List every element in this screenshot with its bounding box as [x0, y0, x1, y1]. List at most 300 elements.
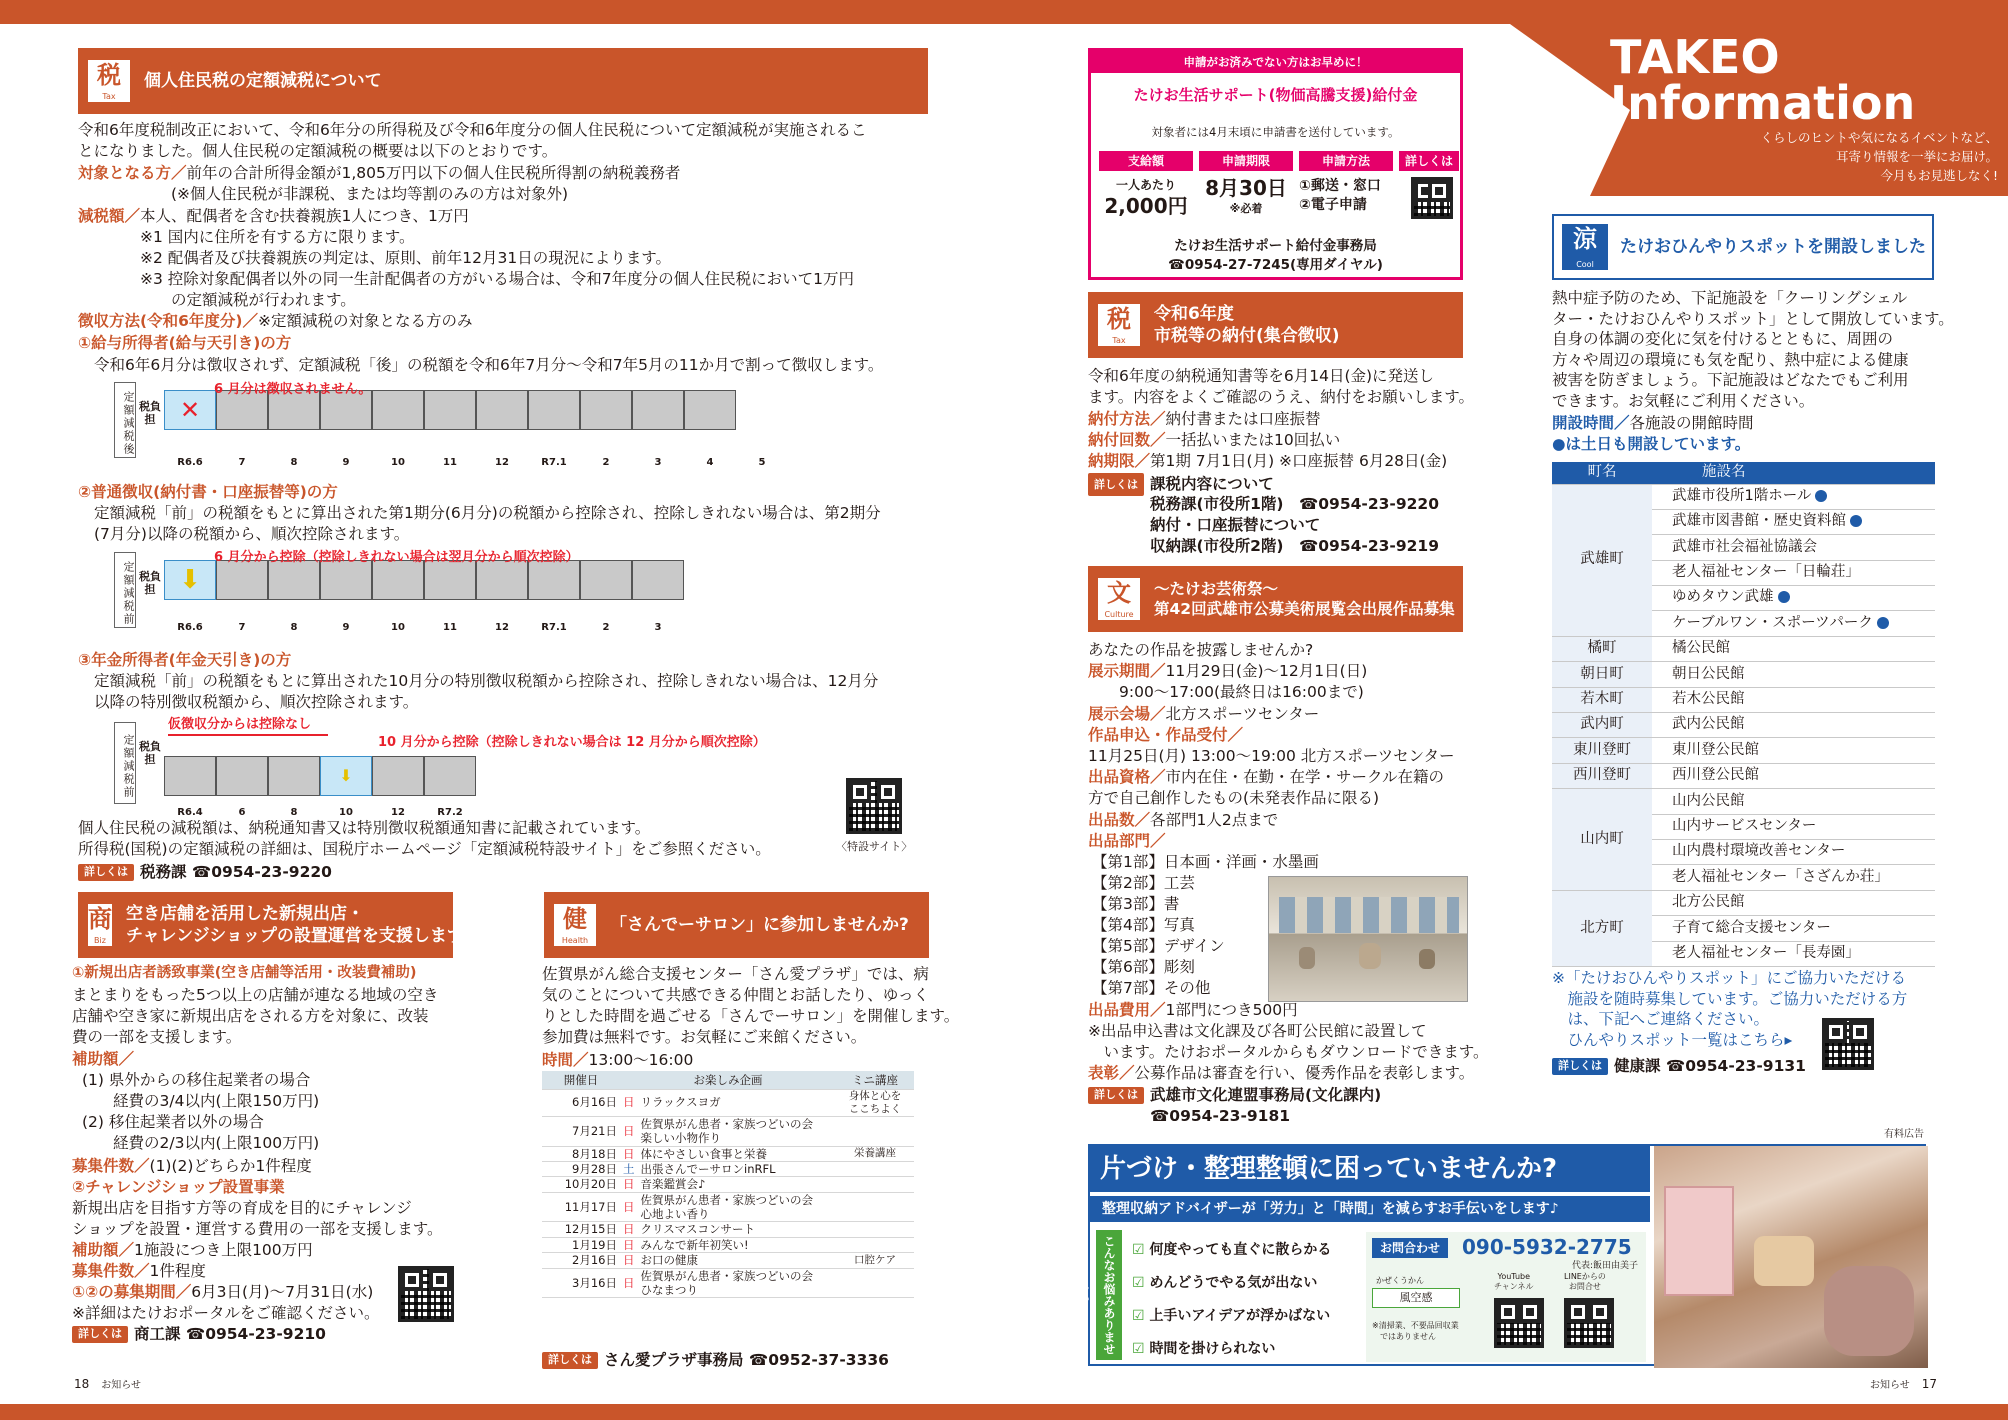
cool-hours — [1552, 413, 1754, 434]
spot-town: 山内町 — [1552, 789, 1652, 891]
culture-accept-text: 11月25日(月) 13:00～19:00 北方スポーツセンター — [1088, 747, 1455, 765]
citytax-method-label: 納付方法／ — [1088, 410, 1166, 428]
month-label: 12 — [495, 457, 509, 468]
culture-venue-label: 展示会場／ — [1088, 705, 1166, 723]
culture-eligibility-label: 出品資格／ — [1088, 768, 1166, 786]
tax-intro: 令和6年度税制改正において、令和6年分の所得税及び令和6年度分の個人住民税について定額減税が実施されるこ とになりました。個人住民税の定額減税の概要は以下のとおりです。 — [78, 121, 867, 160]
spot-row — [1552, 713, 1935, 738]
weekend-open-dot-icon — [1850, 515, 1862, 527]
photo-drawers — [1664, 1186, 1734, 1296]
checkbox-icon: ☑ — [1132, 1275, 1145, 1291]
citytax-detail-tag: 詳しくは — [1088, 473, 1144, 496]
salon-event: 出張さんでーサロンinRFL — [638, 1161, 837, 1176]
salon-event: お口の健康 — [638, 1253, 837, 1268]
salon-date: 10月20日 — [542, 1177, 620, 1192]
photo-panels — [1279, 897, 1459, 933]
biz-count2-label: 募集件数／ — [72, 1262, 150, 1280]
photo-clutter — [1824, 1266, 1914, 1356]
cool-text: 熱中症予防のため、下記施設を「クーリングシェル ター・たけおひんやりスポット」として開放しています。 自身の体調の変化に気を付けるとともに、周囲の 方々や周辺の環境にも気を配り、熱中症による健康 被害を防ぎましょう。下記施設はどなたでもご利用 できます。お気軽にご利用ください。 — [1552, 289, 1954, 410]
month-label: 6 — [238, 807, 246, 818]
weekend-open-dot-icon — [1778, 591, 1790, 603]
month-label: 11 — [443, 457, 457, 468]
month-label: 2 — [602, 622, 610, 633]
citytax-count-text: 一括払いまたは10回払い — [1165, 431, 1341, 449]
masthead-tagline — [1760, 128, 1998, 185]
salon-mini-lecture — [836, 1116, 914, 1146]
weekend-open-dot-icon — [1877, 617, 1889, 629]
culture-award — [1088, 1063, 1474, 1084]
salon-weekday: 日 — [620, 1146, 638, 1161]
checklist-text: 上手いアイデアが浮かばない — [1149, 1308, 1331, 1324]
tax-m2-text: 定額減税「前」の税額をもとに算出された第1期分(6月分)の税額から控除され、控除しきれない場合は、第2期分 (7月分)以降の税額から、順次控除されます。 — [94, 504, 881, 543]
culture-count — [1088, 810, 1278, 831]
salon-mini-lecture: 身体と心を ここちよく — [836, 1089, 914, 1116]
salon-weekday: 日 — [620, 1177, 638, 1192]
ad-subtitle: 整理収納アドバイザーが「労力」と「時間」を減らすお手伝いをします♪ — [1090, 1196, 1650, 1222]
timeline-3-vlabel: 定額減税前 — [114, 722, 136, 804]
top-band — [0, 0, 2008, 24]
salon-row — [542, 1146, 914, 1161]
support-deadline-note: ※必着 — [1229, 202, 1263, 215]
culture-fee-text: 1部門につき500円 — [1165, 1001, 1298, 1019]
culture-note: ※出品申込書は文化課及び各町公民館に設置して います。たけおポータルからもダウンロードできます。 — [1088, 1022, 1489, 1061]
footer-right-label: お知らせ — [1870, 1380, 1910, 1391]
support-office-tel: ☎0954-27-7245(専用ダイヤル) — [1168, 257, 1383, 273]
culture-depts: 【第1部】日本画・洋画・水墨画 【第2部】工芸 【第3部】書 【第4部】写真 【第5部】デザイン 【第6部】彫刻 【第7部】その他 — [1092, 853, 1319, 997]
tax-contact-text: 税務課 ☎0954-23-9220 — [140, 863, 332, 881]
month-label: 3 — [654, 457, 662, 468]
checklist-item — [1132, 1234, 1331, 1267]
spot-facility-name: 武雄市役所1階ホール — [1672, 487, 1812, 504]
citytax-title: 令和6年度 市税等の納付(集合徴収) — [1154, 303, 1340, 346]
ad-brand-field[interactable]: 風空感 — [1372, 1288, 1460, 1308]
timeline-2-note: 6 月分から控除（控除しきれない場合は翌月分から順次控除） — [214, 550, 579, 565]
x-mark-icon: ✕ — [164, 390, 216, 430]
salon-event: リラックスヨガ — [638, 1089, 837, 1116]
spot-facility — [1652, 560, 1935, 585]
ad-fineprint: ※清掃業、不要品回収業 ではありません — [1372, 1321, 1459, 1341]
timeline-3-note-1: 仮徴収分からは控除なし — [168, 717, 312, 732]
salon-mini-lecture — [836, 1177, 914, 1192]
cool-qr-code[interactable] — [1822, 1018, 1874, 1070]
salon-mini-lecture — [836, 1222, 914, 1237]
salon-date: 3月16日 — [542, 1268, 620, 1298]
spot-row — [1552, 763, 1935, 788]
spot-facility — [1652, 535, 1935, 560]
footer-right-page: 17 — [1921, 1377, 1937, 1391]
biz-count-label: 募集件数／ — [72, 1157, 150, 1175]
checklist-item — [1132, 1267, 1331, 1300]
biz-contact — [72, 1324, 326, 1345]
support-top-banner: 申請がお済みでない方はお早めに！ — [1091, 51, 1460, 73]
culture-fee-label: 出品費用／ — [1088, 1001, 1166, 1019]
tag-line-3: 今月もお見逃しなく! — [1880, 168, 1998, 183]
citytax-kanji-icon: 税 Tax — [1096, 302, 1142, 348]
salon-weekday: 日 — [620, 1116, 638, 1146]
salon-mini-lecture — [836, 1192, 914, 1222]
month-label: 5 — [758, 457, 766, 468]
tax-closing: 個人住民税の減税額は、納税通知書又は特別徴収税額通知書に記載されています。 所得税(国税)の定額減税の詳細は、国税庁ホームページ「定額減税特設サイト」をご参照ください。 — [78, 819, 771, 858]
checklist-item — [1132, 1333, 1331, 1366]
spot-town: 東川登町 — [1552, 738, 1652, 763]
citytax-text: 令和6年度の納税通知書等を6月14日(金)に発送し ます。内容をよくご確認のうえ、納付をお願いします。 — [1088, 367, 1474, 406]
tag-line-2: 耳寄り情報を一挙にお届け。 — [1835, 149, 1998, 164]
spot-facility — [1652, 916, 1935, 941]
citytax-contact-4: 収納課(市役所2階) ☎0954-23-9219 — [1150, 537, 1439, 555]
salon-event: みんなで新年初笑い! — [638, 1237, 837, 1252]
month-label: R7.1 — [541, 622, 567, 633]
footer-right — [1870, 1376, 1937, 1393]
cool-contact — [1552, 1056, 1806, 1077]
culture-kanji-icon: 文 Culture — [1096, 576, 1142, 622]
citytax-count-label: 納付回数／ — [1088, 431, 1166, 449]
masthead-title — [1610, 30, 1916, 130]
biz-detail-tag: 詳しくは — [72, 1326, 128, 1343]
culture-eligibility — [1088, 767, 1444, 809]
biz-period — [72, 1282, 373, 1303]
culture-contact-1: 武雄市文化連盟事務局(文化課内) — [1150, 1086, 1382, 1104]
weekend-open-dot-icon — [1815, 490, 1827, 502]
month-label: R6.6 — [177, 457, 203, 468]
support-office-name: たけお生活サポート給付金事務局 — [1174, 238, 1377, 254]
spot-facility-name: 武雄市図書館・歴史資料館 — [1672, 513, 1846, 530]
timeline-1-note: 6 月分は徴収されません。 — [214, 382, 372, 397]
culture-fee — [1088, 1000, 1298, 1021]
health-contact — [542, 1350, 889, 1371]
spot-row — [1552, 687, 1935, 712]
salon-date: 8月18日 — [542, 1146, 620, 1161]
timeline-1-vlabel: 定額減税後 — [114, 382, 136, 458]
health-header — [544, 892, 929, 958]
support-header-deadline: 申請期限 — [1199, 151, 1293, 171]
photo-clutter — [1754, 1236, 1814, 1286]
salon-header-mini: ミニ講座 — [836, 1071, 914, 1089]
salon-weekday: 日 — [620, 1089, 638, 1116]
tax-m1-title: ①給与所得者(給与天引き)の方 — [78, 334, 292, 352]
checkbox-icon: ☑ — [1132, 1341, 1145, 1357]
tag-line-1: くらしのヒントや気になるイベントなど、 — [1760, 130, 1998, 145]
spot-facility — [1652, 586, 1935, 611]
biz-title: 空き店舗を活用した新規出店・ チャレンジショップの設置運営を支援します — [126, 903, 464, 946]
ad-line-label: LINEからの お問合せ — [1564, 1272, 1606, 1291]
salon-row — [542, 1222, 914, 1237]
biz-count2 — [72, 1261, 206, 1282]
tax-amount-text: 本人、配偶者を含む扶養親族1人につき、1万円 ※1 国内に住所を有する方に限ります。 ※2 配偶者及び扶養親族の判定は、原則、前年12月31日の現況によります。 ※3 控除対象配偶者以外の同一生計配偶者の方がいる場合は、令和7年度分の個人住民税において1万円 の定額減税が行われます。 — [140, 207, 855, 309]
salon-weekday: 日 — [620, 1253, 638, 1268]
salon-table — [542, 1071, 914, 1298]
spot-facility-name: 橘公民館 — [1672, 640, 1730, 657]
salon-mini-lecture — [836, 1161, 914, 1176]
tax-method-text: ※定額減税の対象となる方のみ — [257, 312, 473, 330]
spot-facility-name: ケーブルワン・スポーツパーク — [1672, 614, 1873, 631]
ad-representative: 代表:飯田由美子 — [1571, 1261, 1638, 1271]
timeline-1 — [114, 382, 736, 458]
spot-facility-name: 山内サービスセンター — [1672, 817, 1817, 834]
masthead-title-line1: TAKEO — [1610, 30, 1780, 84]
ad-box — [1076, 1144, 1926, 1366]
month-label: 9 — [342, 622, 350, 633]
salon-mini-lecture: 口腔ケア — [836, 1253, 914, 1268]
salon-event: 音楽鑑賞会♪ — [638, 1177, 837, 1192]
citytax-contact — [1088, 473, 1274, 496]
support-method — [1299, 177, 1399, 215]
timeline-1-months — [164, 456, 788, 470]
spot-facility-name: 老人福祉センター「日輪荘」 — [1672, 564, 1860, 581]
salon-weekday: 日 — [620, 1192, 638, 1222]
tax-m1-text: 令和6年6月分は徴収されず、定額減税「後」の税額を令和6年7月分～令和7年5月の11か月で割って徴収します。 — [94, 356, 884, 374]
biz-sub2-label: 補助額／ — [72, 1241, 135, 1259]
culture-eligibility-text: 市内在住・在勤・在学・サークル在籍の 方で自己創作したもの(未発表作品に限る) — [1088, 768, 1445, 807]
support-box — [1088, 48, 1463, 280]
spot-facility — [1652, 941, 1935, 966]
support-headers — [1099, 151, 1459, 171]
tax-qr-code[interactable] — [846, 778, 902, 834]
salon-event: 体にやさしい食事と栄養 — [638, 1146, 837, 1161]
ad-youtube-qr[interactable] — [1494, 1298, 1544, 1348]
health-time-label: 時間／ — [542, 1051, 589, 1069]
spot-row — [1552, 789, 1935, 814]
spot-row — [1552, 890, 1935, 915]
spot-facility-name: 東川登公民館 — [1672, 741, 1759, 758]
support-qr-code[interactable] — [1411, 177, 1453, 219]
spot-facility-name: 子育て総合支援センター — [1672, 919, 1831, 936]
spot-facility-name: 武雄市社会福祉協議会 — [1672, 538, 1817, 555]
cool-contact-text: 健康課 ☎0954-23-9131 — [1614, 1057, 1806, 1075]
support-amount — [1099, 177, 1193, 220]
salon-mini-lecture — [836, 1237, 914, 1252]
biz-qr-code[interactable] — [398, 1266, 454, 1322]
footer-left-label: お知らせ — [101, 1380, 141, 1391]
tax-contact — [78, 862, 332, 883]
spot-row — [1552, 738, 1935, 763]
tax-qr-caption: 〈特設サイト〉 — [836, 840, 913, 853]
month-label: R6.6 — [177, 622, 203, 633]
salon-header-date: 開催日 — [542, 1071, 620, 1089]
biz-kanji-icon: 商 Biz — [86, 902, 114, 948]
masthead-title-line2: Information — [1610, 76, 1916, 130]
support-method-1: ①郵送・窓口 — [1299, 178, 1381, 194]
culture-venue-text: 北方スポーツセンター — [1165, 705, 1320, 723]
tax-kanji-icon: 税 Tax — [86, 58, 132, 104]
spot-facility — [1652, 814, 1935, 839]
culture-count-label: 出品数／ — [1088, 811, 1151, 829]
month-label: 9 — [342, 457, 350, 468]
salon-event: 佐賀県がん患者・家族つどいの会 ひなまつり — [638, 1268, 837, 1298]
culture-period — [1088, 661, 1367, 703]
timeline-2-months — [164, 621, 684, 635]
biz-sub2 — [72, 1240, 313, 1261]
spot-facility — [1652, 662, 1935, 687]
month-label: 4 — [706, 457, 714, 468]
salon-row — [542, 1177, 914, 1192]
cool-dot-note: ●は土日も開設しています。 — [1552, 435, 1751, 453]
culture-venue — [1088, 704, 1319, 725]
footer-left — [74, 1376, 141, 1393]
ad-contact-panel — [1366, 1232, 1646, 1362]
ad-side-banner: こんなお悩みありませんか? — [1096, 1230, 1122, 1360]
photo-vase — [1419, 949, 1435, 969]
tax-m2-title: ②普通徴収(納付書・口座振替等)の方 — [78, 483, 338, 501]
exhibition-photo — [1268, 876, 1468, 1002]
spot-facility-name: 老人福祉センター「さざんか荘」 — [1672, 868, 1889, 885]
ad-youtube-label: YouTube チャンネル — [1494, 1272, 1534, 1291]
ad-label: 有料広告 — [1884, 1129, 1924, 1140]
support-header-amount: 支給額 — [1099, 151, 1193, 171]
biz-contact-text: 商工課 ☎0954-23-9210 — [134, 1325, 326, 1343]
salon-row — [542, 1161, 914, 1176]
spot-facility — [1652, 738, 1935, 763]
month-label: 10 — [391, 622, 405, 633]
month-label: 3 — [654, 622, 662, 633]
salon-date: 12月15日 — [542, 1222, 620, 1237]
spot-facility — [1652, 789, 1935, 814]
citytax-deadline — [1088, 451, 1447, 472]
citytax-count — [1088, 430, 1340, 451]
tax-target-label: 対象となる方／ — [78, 164, 187, 182]
support-office — [1091, 237, 1460, 275]
salon-date: 6月16日 — [542, 1089, 620, 1116]
photo-vase — [1359, 943, 1381, 969]
tax-detail-tag: 詳しくは — [78, 864, 134, 881]
spot-table — [1552, 462, 1935, 967]
spot-facility-name: 北方公民館 — [1672, 894, 1745, 911]
spot-town: 武内町 — [1552, 713, 1652, 738]
spot-facility-name: 朝日公民館 — [1672, 665, 1745, 682]
culture-dept-label: 出品部門／ — [1088, 832, 1166, 850]
salon-date: 11月17日 — [542, 1192, 620, 1222]
salon-row — [542, 1192, 914, 1222]
spot-facility — [1652, 611, 1935, 636]
health-contact-text: さん愛プラザ事務局 ☎0952-37-3336 — [604, 1351, 889, 1369]
checklist-item — [1132, 1300, 1331, 1333]
spot-facility — [1652, 636, 1935, 661]
spot-town: 北方町 — [1552, 890, 1652, 966]
timeline-2-vlabel: 定額減税前 — [114, 552, 136, 628]
down-arrow-icon: ⬇ — [320, 756, 372, 796]
spot-facility-name: 武内公民館 — [1672, 716, 1745, 733]
support-amount-prefix: 一人あたり — [1115, 178, 1176, 192]
culture-contact — [1088, 1085, 1381, 1106]
timeline-3-cells — [164, 756, 476, 796]
spot-town: 西川登町 — [1552, 763, 1652, 788]
culture-accept-label: 作品申込・作品受付／ — [1088, 726, 1244, 744]
culture-header — [1088, 566, 1463, 632]
spot-facility — [1652, 890, 1935, 915]
checkbox-icon: ☑ — [1132, 1308, 1145, 1324]
ad-brand-small: かぜくうかん — [1376, 1276, 1424, 1285]
salon-row — [542, 1268, 914, 1298]
masthead — [1510, 24, 2008, 196]
footer-left-page: 18 — [74, 1377, 90, 1391]
tax-amount — [78, 206, 854, 311]
ad-phone[interactable]: 090-5932-2775 — [1462, 1235, 1632, 1259]
spot-header-town: 町名 — [1552, 462, 1652, 484]
photo-vase — [1299, 947, 1315, 969]
health-time-text: 13:00～16:00 — [588, 1051, 694, 1069]
cool-header — [1552, 214, 1934, 280]
month-label: 12 — [391, 807, 405, 818]
salon-mini-lecture — [836, 1268, 914, 1298]
culture-period-label: 展示期間／ — [1088, 662, 1166, 680]
cool-detail-tag: 詳しくは — [1552, 1058, 1608, 1075]
salon-weekday: 日 — [620, 1237, 638, 1252]
spot-facility — [1652, 509, 1935, 534]
citytax-contact-2: 税務課(市役所1階) ☎0954-23-9220 — [1150, 495, 1439, 513]
salon-date: 9月28日 — [542, 1161, 620, 1176]
spot-facility-name: 老人福祉センター「長寿園」 — [1672, 944, 1860, 961]
salon-weekday: 日 — [620, 1268, 638, 1298]
checklist-text: 時間を掛けられない — [1149, 1341, 1276, 1357]
biz-sub-label: 補助額／ — [72, 1050, 135, 1068]
salon-header-event: お楽しみ企画 — [620, 1071, 836, 1089]
support-title: たけお生活サポート(物価高騰支援)給付金 — [1133, 86, 1418, 104]
spot-facility-name: 山内農村環境改善センター — [1672, 843, 1846, 860]
timeline-3-bracket — [168, 734, 328, 736]
spot-row — [1552, 636, 1935, 661]
month-label: 10 — [339, 807, 353, 818]
tax-header — [78, 48, 928, 114]
down-arrow-icon: ⬇ — [164, 560, 216, 600]
biz-period-text: 6月3日(月)～7月31日(水) — [191, 1283, 374, 1301]
salon-weekday: 日 — [620, 1222, 638, 1237]
month-label: R7.2 — [437, 807, 463, 818]
salon-row — [542, 1253, 914, 1268]
timeline-3-burden: 税負担 — [139, 740, 161, 766]
citytax-method-text: 納付書または口座振替 — [1165, 410, 1321, 428]
spot-row — [1552, 484, 1935, 509]
salon-date: 7月21日 — [542, 1116, 620, 1146]
biz-period-label: ①②の募集期間／ — [72, 1283, 192, 1301]
month-label: 7 — [238, 622, 246, 633]
biz-note: ※詳細はたけおポータルをご確認ください。 — [72, 1304, 380, 1322]
ad-inquiry-tag: お問合わせ — [1372, 1238, 1448, 1258]
spot-facility — [1652, 763, 1935, 788]
salon-row — [542, 1116, 914, 1146]
citytax-deadline-text: 第1期 7月1日(月) ※口座振替 6月28日(金) — [1150, 452, 1448, 470]
checklist-text: 何度やっても直ぐに散らかる — [1149, 1242, 1332, 1258]
cool-kanji-icon: 涼 Cool — [1562, 224, 1608, 270]
support-deadline — [1199, 175, 1293, 217]
biz-header — [78, 892, 464, 958]
culture-text: あなたの作品を披露しませんか? — [1088, 641, 1314, 659]
month-label: R6.4 — [177, 807, 203, 818]
month-label: 8 — [290, 622, 298, 633]
salon-row — [542, 1089, 914, 1116]
salon-date: 2月16日 — [542, 1253, 620, 1268]
citytax-contact-3: 納付・口座振替について — [1150, 516, 1321, 534]
culture-contact-2: ☎0954-23-9181 — [1150, 1107, 1291, 1125]
support-deadline-value: 8月30日 — [1205, 176, 1287, 200]
support-method-2: ②電子申請 — [1299, 196, 1367, 213]
spot-facility-name: 山内公民館 — [1672, 792, 1745, 809]
tax-method — [78, 311, 472, 332]
culture-detail-tag: 詳しくは — [1088, 1087, 1144, 1104]
ad-line-qr[interactable] — [1564, 1298, 1614, 1348]
biz-sub2-text: 1施設につき上限100万円 — [134, 1241, 313, 1259]
support-header-detail: 詳しくは — [1399, 151, 1459, 171]
health-time — [542, 1050, 693, 1071]
spot-facility-name: 若木公民館 — [1672, 691, 1745, 708]
health-title: 「さんでーサロン」に参加しませんか? — [610, 914, 909, 935]
spot-facility — [1652, 865, 1935, 890]
spot-town: 橘町 — [1552, 636, 1652, 661]
ad-checklist — [1132, 1234, 1331, 1366]
tax-title: 個人住民税の定額減税について — [144, 70, 382, 91]
salon-event: クリスマスコンサート — [638, 1222, 837, 1237]
tax-amount-label: 減税額／ — [78, 207, 141, 225]
checkbox-icon: ☑ — [1132, 1242, 1145, 1258]
tax-target-text: 前年の合計所得金額が1,805万円以下の個人住民税所得割の納税義務者 (※個人住民税が非課税、または均等割のみの方は対象外) — [171, 164, 681, 203]
